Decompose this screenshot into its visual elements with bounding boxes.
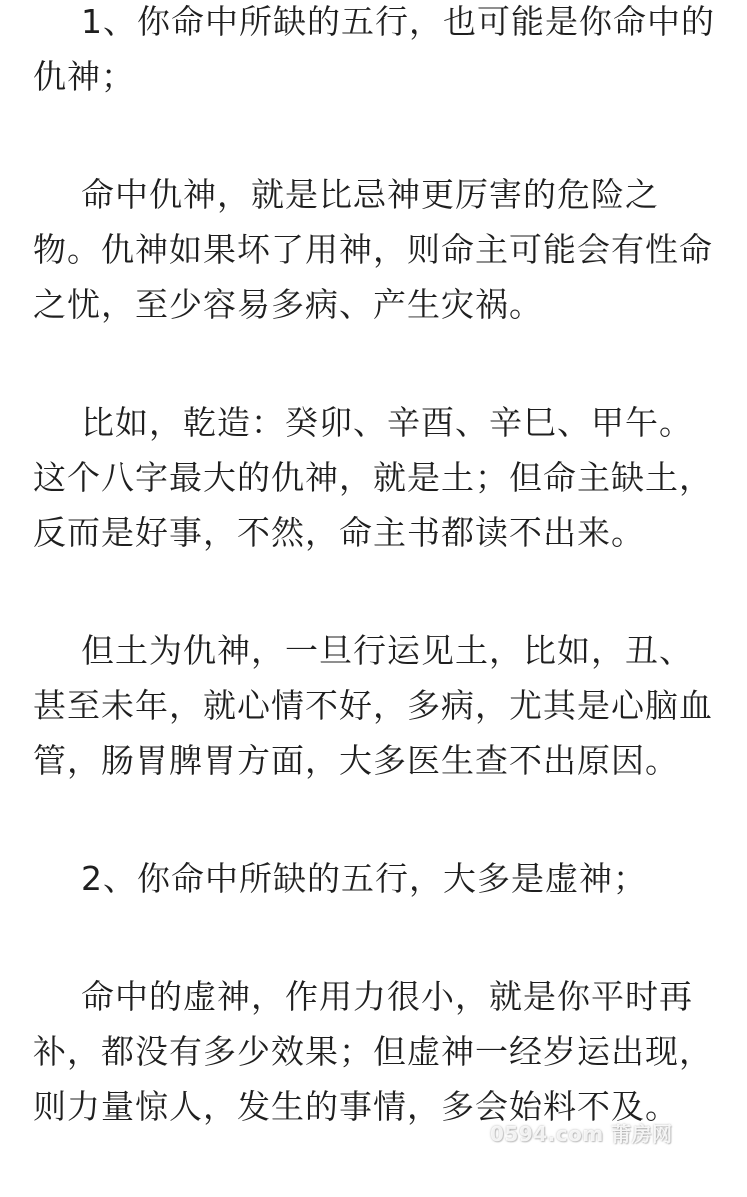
paragraph-3: 比如，乾造：癸卯、辛酉、辛巳、甲午。这个八字最大的仇神，就是土；但命主缺土，反而是好事，不然，命主书都读不出来。 (33, 403, 713, 552)
article-body (33, 0, 723, 1134)
paragraph-1: 1、你命中所缺的五行，也可能是你命中的仇神； (33, 2, 715, 96)
paragraph-6: 命中的虚神，作用力很小，就是你平时再补，都没有多少效果；但虚神一经岁运出现，则力量惊人，发生的事情，多会始料不及。 (33, 977, 713, 1126)
paragraph-5: 2、你命中所缺的五行，大多是虚神； (81, 859, 647, 898)
watermark-logo: 0594.com 莆房网 (490, 1122, 673, 1146)
paragraph-4: 但土为仇神，一旦行运见土，比如，丑、甚至未年，就心情不好，多病，尤其是心脑血管，肠胃脾胃方面，大多医生查不出原因。 (33, 631, 713, 780)
paragraph-2: 命中仇神，就是比忌神更厉害的危险之物。仇神如果坏了用神，则命主可能会有性命之忧，至少容易多病、产生灾祸。 (33, 175, 713, 324)
